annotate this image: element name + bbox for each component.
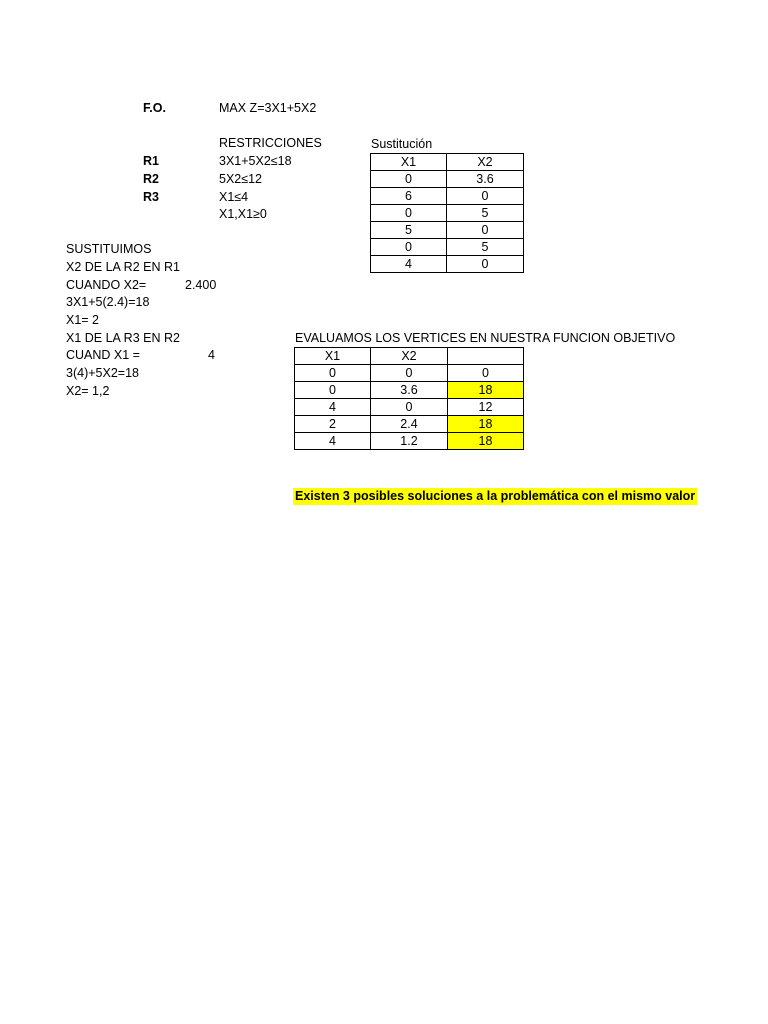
step-line-2: X2 DE LA R2 EN R1 [66, 260, 180, 274]
step-line-9: X2= 1,2 [66, 384, 110, 398]
table-row [295, 433, 524, 450]
conclusion-note: Existen 3 posibles soluciones a la problemática con el mismo valor [295, 489, 696, 503]
restriction-expr-nonneg: X1,X1≥0 [219, 207, 267, 221]
cell: 0 [371, 239, 447, 256]
cell-x2: 3.6 [371, 382, 448, 399]
table-header-row [295, 348, 524, 365]
cell: 3.6 [447, 171, 524, 188]
restriction-expr-r2: 5X2≤12 [219, 172, 263, 186]
table-row [371, 171, 524, 188]
cell: 0 [447, 222, 524, 239]
step-line-5: X1= 2 [66, 313, 100, 327]
substitution-title: Sustitución [371, 137, 433, 151]
cell-x2: 0 [371, 365, 448, 382]
evaluation-title: EVALUAMOS LOS VERTICES EN NUESTRA FUNCION OBJETIVO [295, 331, 676, 345]
restrictions-title: RESTRICCIONES [219, 136, 322, 150]
table-row [371, 256, 524, 273]
table-row [295, 365, 524, 382]
cell-x2: 1.2 [371, 433, 448, 450]
table-row [371, 188, 524, 205]
table-header-row [371, 154, 524, 171]
cell-x1: 4 [295, 399, 371, 416]
cell-z: 12 [448, 399, 524, 416]
header-x1: X1 [295, 348, 371, 365]
step-line-8: 3(4)+5X2=18 [66, 366, 139, 380]
restriction-expr-r1: 3X1+5X2≤18 [219, 154, 292, 168]
header-x2: X2 [447, 154, 524, 171]
cell: 0 [371, 205, 447, 222]
table-row [371, 205, 524, 222]
cell-z: 18 [448, 433, 524, 450]
cell: 0 [447, 188, 524, 205]
cell-x1: 0 [295, 365, 371, 382]
cell-x1: 2 [295, 416, 371, 433]
table-row [371, 222, 524, 239]
cell-z: 0 [448, 365, 524, 382]
step-line-3-value: 2.400 [185, 278, 217, 292]
table-row [295, 399, 524, 416]
restriction-label-r2: R2 [143, 172, 159, 186]
cell: 5 [447, 239, 524, 256]
cell-z: 18 [448, 416, 524, 433]
restriction-label-r1: R1 [143, 154, 159, 168]
step-line-4: 3X1+5(2.4)=18 [66, 295, 150, 309]
header-x2: X2 [371, 348, 448, 365]
header-x1: X1 [371, 154, 447, 171]
cell: 4 [371, 256, 447, 273]
step-line-7-label: CUAND X1 = [66, 348, 140, 362]
cell-x2: 0 [371, 399, 448, 416]
objective-expression: MAX Z=3X1+5X2 [219, 101, 317, 115]
evaluation-table [294, 347, 524, 450]
table-row [295, 416, 524, 433]
cell: 6 [371, 188, 447, 205]
restriction-expr-r3: X1≤4 [219, 190, 249, 204]
objective-label: F.O. [143, 101, 166, 115]
substitution-table [370, 153, 524, 273]
step-line-6: X1 DE LA R3 EN R2 [66, 331, 180, 345]
cell-x1: 4 [295, 433, 371, 450]
cell-x2: 2.4 [371, 416, 448, 433]
header-z [448, 348, 524, 365]
cell: 0 [371, 171, 447, 188]
step-line-7-value: 4 [208, 348, 215, 362]
cell-z: 18 [448, 382, 524, 399]
step-line-1: SUSTITUIMOS [66, 242, 152, 256]
cell: 5 [447, 205, 524, 222]
table-row [295, 382, 524, 399]
cell: 0 [447, 256, 524, 273]
cell: 5 [371, 222, 447, 239]
cell-x1: 0 [295, 382, 371, 399]
step-line-3-label: CUANDO X2= [66, 278, 147, 292]
table-row [371, 239, 524, 256]
restriction-label-r3: R3 [143, 190, 159, 204]
